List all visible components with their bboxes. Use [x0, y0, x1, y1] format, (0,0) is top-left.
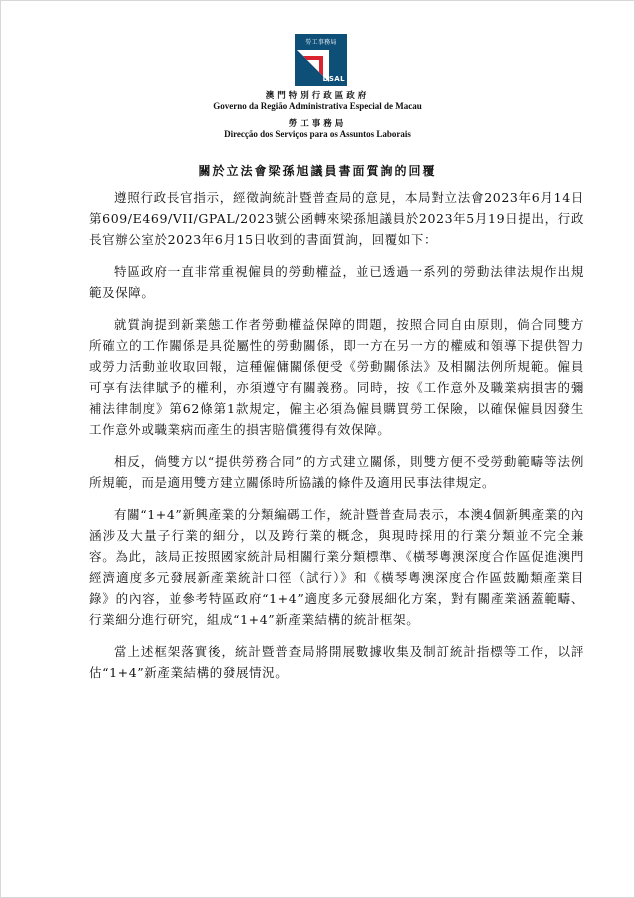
- paragraph-1: 遵照行政長官指示，經徵詢統計暨普查局的意見，本局對立法會2023年6月14日第609/E469/VII/GPAL/2023號公函轉來梁孫旭議員於2023年5月19日提出，行政長官辦公室於2023年6月15日收到的書面質詢，回覆如下：: [89, 190, 584, 247]
- paragraph-6: 當上述框架落實後，統計暨普查局將開展數據收集及制訂統計指標等工作，以評估“1+4”新產業結構的發展情況。: [89, 644, 584, 680]
- header-gov-zh: 澳門特別行政區政府: [265, 91, 370, 101]
- header-gov-pt: Governo da Região Administrativa Especial de Macau: [213, 101, 422, 111]
- document-body: [89, 187, 584, 694]
- logo-top-text: 勞工事務局: [305, 39, 337, 46]
- document-title: 關於立法會梁孫旭議員書面質詢的回覆: [198, 164, 437, 178]
- header-dept-pt: Direcção dos Serviços para os Assuntos Laborais: [224, 129, 411, 139]
- paragraph-4: 相反，倘雙方以“提供勞務合同”的方式建立關係，則雙方便不受勞動範疇等法例所規範，而是適用雙方建立關係時所協議的條件及適用民事法律規定。: [89, 454, 584, 490]
- dsal-logo: [295, 34, 347, 86]
- logo-abbr: DSAL: [322, 75, 345, 83]
- paragraph-2: 特區政府一直非常重視僱員的勞動權益，並已透過一系列的勞動法律法規作出規範及保障。: [89, 264, 584, 300]
- header-dept-zh: 勞工事務局: [288, 119, 347, 129]
- logo-inner-triangle: [307, 60, 319, 72]
- paragraph-5: 有關“1+4”新興產業的分類編碼工作，統計暨普查局表示，本澳4個新興產業的內涵涉及大量子行業的細分，以及跨行業的概念，與現時採用的行業分類並不完全兼容。為此，該局正按照國家統計局相關行業分類標準、《橫琴粵澳深度合作區促進澳門經濟適度多元發展新產業統計口徑（試行）》和《橫琴粵澳深度合作區鼓勵類產業目錄》的內容，並參考特區政府“1+4”適度多元發展細化方案，對有關產業涵蓋範疇、行業細分進行研究，組成“1+4”新產業結構的統計框架。: [89, 507, 584, 627]
- paragraph-3: 就質詢提到新業態工作者勞動權益保障的問題，按照合同自由原則，倘合同雙方所確立的工作關係是具從屬性的勞動關係，即一方在另一方的權威和領導下提供智力或勞力活動並收取回報，這種僱傭關係便受《勞動關係法》及相關法例所規範。僱員可享有法律賦予的權利，亦須遵守有關義務。同時，按《工作意外及職業病損害的彌補法律制度》第62條第1款規定，僱主必須為僱員購買勞工保險，以確保僱員因發生工作意外或職業病而產生的損害賠償獲得有效保障。: [89, 317, 584, 437]
